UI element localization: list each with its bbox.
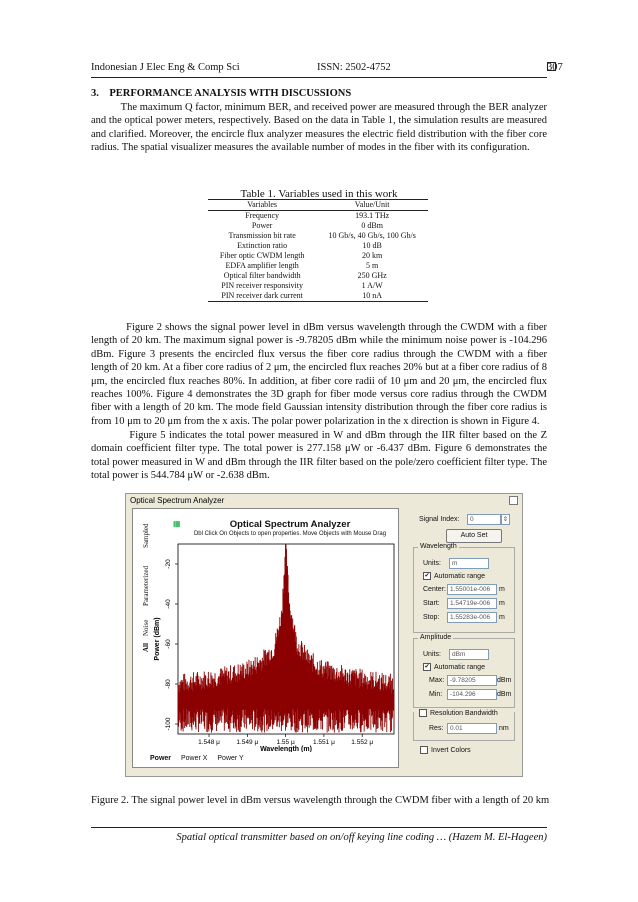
plot-title: Optical Spectrum Analyzer: [229, 519, 351, 530]
table-cell: Extinction ratio: [237, 241, 288, 250]
running-footer: Spatial optical transmitter based on on/off keying line coding … (Hazem M. El-Hageen): [176, 832, 547, 843]
table-cell: Power: [251, 221, 273, 230]
bottom-tabs: [150, 755, 252, 762]
auto-set-button[interactable]: Auto Set: [446, 529, 502, 543]
tab-parameterized[interactable]: Parameterized: [142, 565, 150, 606]
table-cell: Transmission bit rate: [228, 231, 296, 240]
page-number: 307: [547, 62, 563, 73]
table-cell: PIN receiver dark current: [208, 291, 316, 302]
footer-rule: [91, 827, 547, 828]
start-label: Start:: [423, 600, 440, 607]
checkbox-empty-icon: [420, 746, 428, 754]
units-label: Units:: [423, 560, 441, 567]
start-unit: m: [499, 600, 505, 607]
check-icon: ✔: [424, 664, 430, 670]
tab-sampled[interactable]: Sampled: [142, 523, 150, 548]
x-tick-label: 1.55 μ: [276, 739, 295, 746]
res-label: Res:: [429, 725, 444, 732]
auto-range-checkbox[interactable]: [423, 572, 485, 580]
table-cell: PIN receiver responsivity: [221, 281, 304, 290]
figure-caption: Figure 2. The signal power level in dBm versus wavelength through the CWDM fiber with a length of 20 km: [91, 795, 550, 806]
table-cell: 1 A/W: [361, 281, 383, 290]
table-cell: Frequency: [245, 211, 280, 220]
invert-colors-label: Invert Colors: [431, 746, 471, 754]
checkbox-empty-icon: [419, 709, 427, 717]
tab-power-x[interactable]: Power X: [180, 755, 208, 762]
amp-auto-range-checkbox[interactable]: [423, 663, 485, 671]
table-header: Variables: [208, 200, 316, 211]
max-input[interactable]: -9.78205: [447, 675, 497, 686]
max-unit: dBm: [497, 677, 512, 684]
tab-all[interactable]: All: [142, 643, 150, 652]
table-cell: 20 km: [362, 251, 383, 260]
auto-range-label: Automatic range: [434, 572, 485, 580]
res-unit: nm: [499, 725, 509, 732]
x-axis-label: Wavelength (m): [260, 746, 312, 752]
y-tick-label: -60: [165, 639, 172, 649]
variables-table: [208, 199, 428, 302]
table-row: [208, 271, 428, 281]
y-axis-label: Power (dBm): [154, 617, 161, 661]
spinner-icon[interactable]: ⇕: [502, 516, 509, 523]
stop-unit: m: [499, 614, 505, 621]
y-tick-label: -100: [165, 717, 172, 731]
plot-hint: Dbl Click On Objects to open properties. Move Objects with Mouse Drag: [193, 531, 387, 537]
table-cell: 10 nA: [316, 291, 428, 302]
close-icon[interactable]: [509, 496, 518, 505]
resolution-bw-label: Resolution Bandwidth: [430, 709, 498, 717]
signal-index-label: Signal Index:: [419, 516, 460, 523]
table-row: [208, 291, 428, 302]
x-tick-label: 1.552 μ: [351, 739, 374, 746]
stop-input[interactable]: 1.55283e-006: [447, 612, 497, 623]
wavelength-group-label: Wavelength: [420, 543, 457, 550]
x-tick-label: 1.549 μ: [236, 739, 259, 746]
paragraph-3: Figure 5 indicates the total power measured in W and dBm through the IIR filter based on the Z domain coefficient filter type. The total power is 277.158 μW or -6.437 dBm. Figure 6 demonstrates the total power measured in W and dBm through the IIR filter based on the pole/zero coefficient filter type. The total power is 544.784 μW or -2.638 dBm.: [91, 430, 547, 482]
table-cell: 10 Gb/s, 40 Gb/s, 100 Gb/s: [328, 231, 416, 240]
invert-colors-checkbox[interactable]: [420, 746, 471, 754]
resolution-bw-checkbox[interactable]: [419, 709, 498, 717]
table-row: [208, 251, 428, 261]
table-cell: 0 dBm: [361, 221, 383, 230]
table-row: [208, 211, 428, 222]
tab-noise[interactable]: Noise: [142, 619, 150, 636]
table-row: [208, 281, 428, 291]
table-row: [208, 231, 428, 241]
center-label: Center:: [423, 586, 446, 593]
table-cell: 10 dB: [362, 241, 382, 250]
amplitude-group-label: Amplitude: [420, 634, 452, 641]
osa-window-title: Optical Spectrum Analyzer: [130, 496, 225, 505]
min-input[interactable]: -104.296: [447, 689, 497, 700]
check-icon: ✔: [424, 573, 430, 579]
paragraph-1: The maximum Q factor, minimum BER, and received power are measured through the BER analyzer and the optical power meters, respectively. Based on the data in Table 1, the simulation results are measured and clarified. Moreover, the encircle flux analyzer measures the electric field distribution with the fiber core radius. The spatial visualizer measures the available number of modes in the fiber with its configuration.: [91, 102, 547, 154]
table-cell: Optical filter bandwidth: [223, 271, 301, 280]
wavelength-units-select[interactable]: m: [449, 558, 489, 569]
tab-power[interactable]: Power: [150, 755, 172, 762]
min-unit: dBm: [497, 691, 512, 698]
table-caption: Table 1. Variables used in this work: [240, 188, 398, 200]
start-input[interactable]: 1.54719e-006: [447, 598, 497, 609]
center-unit: m: [499, 586, 505, 593]
journal-name: Indonesian J Elec Eng & Comp Sci: [91, 62, 240, 73]
center-input[interactable]: 1.55001e-006: [447, 584, 497, 595]
table-row: [208, 221, 428, 231]
y-tick-label: -40: [165, 599, 172, 609]
table-cell: Fiber optic CWDM length: [219, 251, 305, 260]
amp-auto-range-label: Automatic range: [434, 663, 485, 671]
res-input[interactable]: 0.01: [447, 723, 497, 734]
stop-label: Stop:: [423, 614, 440, 621]
table-cell: 250 GHz: [357, 271, 387, 280]
spectrum-chart[interactable]: [152, 540, 400, 752]
table-cell: EDFA amplifier length: [225, 261, 299, 270]
min-label: Min:: [429, 691, 443, 698]
paragraph-2: Figure 2 shows the signal power level in dBm versus wavelength through the CWDM with a fiber length of 20 km. The maximum signal power is -9.78205 dBm while the minimum noise power is -104.296 dBm. Figure 3 presents the encircled flux versus the fiber core radius through the CWDM with a fiber length of 20 km. At a fiber core radius of 2 μm, the encircled flux reaches 20% but at a fiber core radius of 8 μm, the encircled flux reaches 80%. In addition, at fiber core radii of 10 μm and 20 μm, the encircled flux reaches 100%. Figure 4 demonstrates the 3D graph for fiber mode versus core radius through the CWDM fiber with a length of 20 km. The mode field Gaussian intensity distribution through the fiber core radius is from 10 μm to 20 μm from the x axis. The polar power polarization in the x direction is shown in Figure 4.: [91, 322, 547, 427]
table-cell: 5 m: [366, 261, 379, 270]
x-tick-label: 1.548 μ: [198, 739, 220, 746]
tab-power-y[interactable]: Power Y: [217, 755, 244, 762]
issn: ISSN: 2502-4752: [317, 62, 391, 73]
y-tick-label: -80: [165, 679, 172, 689]
table-cell: 193.1 THz: [355, 211, 390, 220]
units-label: Units:: [423, 651, 441, 658]
grid-icon[interactable]: ▦: [173, 519, 181, 528]
amplitude-units-select[interactable]: dBm: [449, 649, 489, 660]
table-row: [208, 261, 428, 271]
max-label: Max:: [429, 677, 445, 684]
table-row: [208, 241, 428, 251]
table-header: Value/Unit: [316, 200, 428, 211]
header-rule: [91, 77, 547, 78]
section-title: 3. PERFORMANCE ANALYSIS WITH DISCUSSIONS: [91, 88, 352, 99]
signal-index-input[interactable]: 0: [467, 514, 501, 525]
y-tick-label: -20: [165, 559, 172, 569]
x-tick-label: 1.551 μ: [313, 739, 335, 746]
